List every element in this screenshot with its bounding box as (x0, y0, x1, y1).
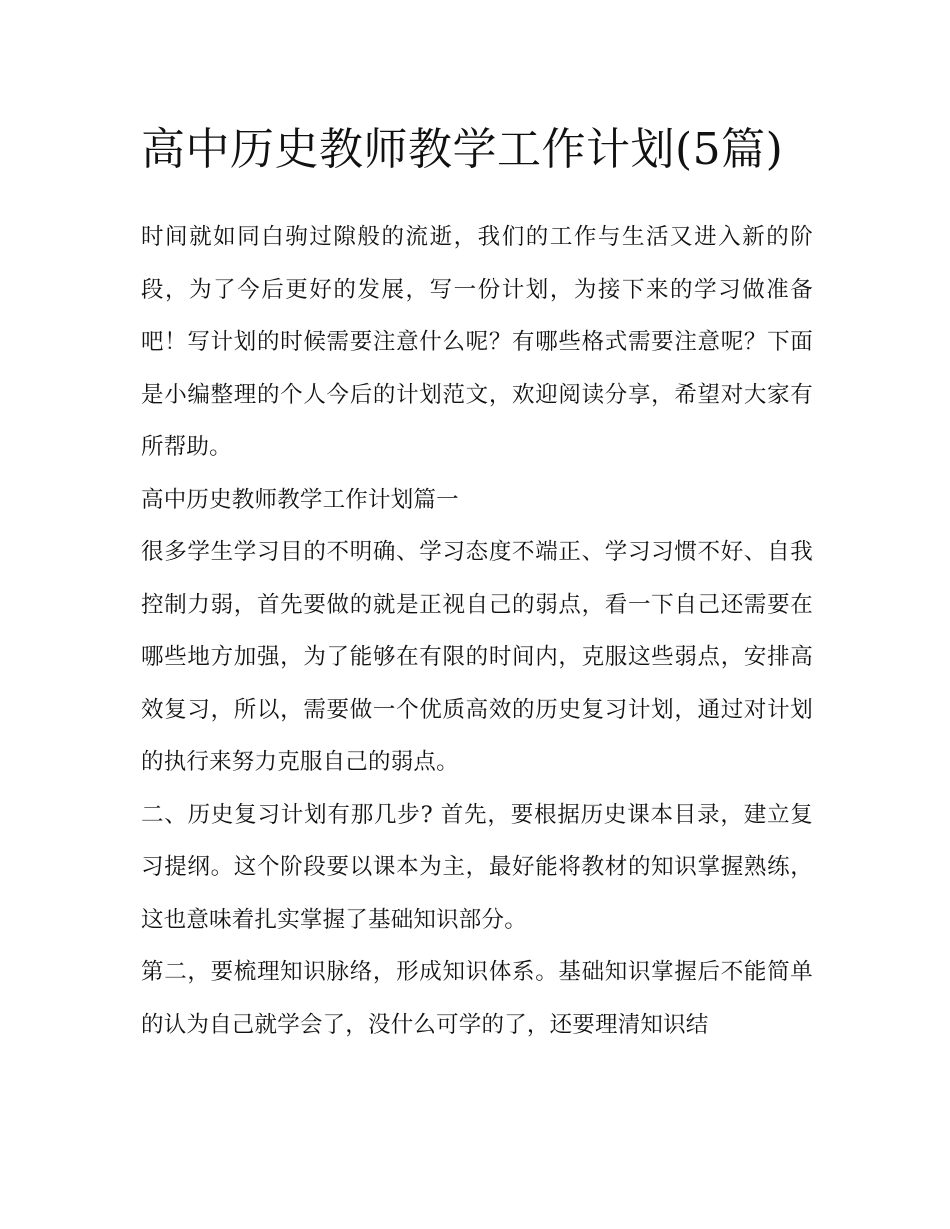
intro-paragraph: 时间就如同白驹过隙般的流逝，我们的工作与生活又进入新的阶段，为了今后更好的发展，写一份计划，为接下来的学习做准备吧！写计划的时候需要注意什么呢？有哪些格式需要注意呢？下面是小编整理的个人今后的计划范文，欢迎阅读分享，希望对大家有所帮助。 (141, 224, 813, 460)
body-paragraph: 第二，要梳理知识脉络，形成知识体系。基础知识掌握后不能简单的认为自己就学会了，没什么可学的了，还要理清知识结 (141, 959, 813, 1038)
body-paragraph: 二、历史复习计划有那几步? 首先，要根据历史课本目录，建立复习提纲。这个阶段要以课本为主，最好能将教材的知识掌握熟练，这也意味着扎实掌握了基础知识部分。 (141, 801, 813, 933)
document-body (141, 118, 813, 1051)
document-title: 高中历史教师教学工作计划(5篇) (141, 124, 784, 175)
body-paragraph: 很多学生学习目的不明确、学习态度不端正、学习习惯不好、自我控制力弱，首先要做的就是正视自己的弱点，看一下自己还需要在哪些地方加强，为了能够在有限的时间内，克服这些弱点，安排高效复习，所以，需要做一个优质高效的历史复习计划，通过对计划的执行来努力克服自己的弱点。 (141, 539, 813, 775)
section-heading: 高中历史教师教学工作计划篇一 (141, 486, 459, 513)
